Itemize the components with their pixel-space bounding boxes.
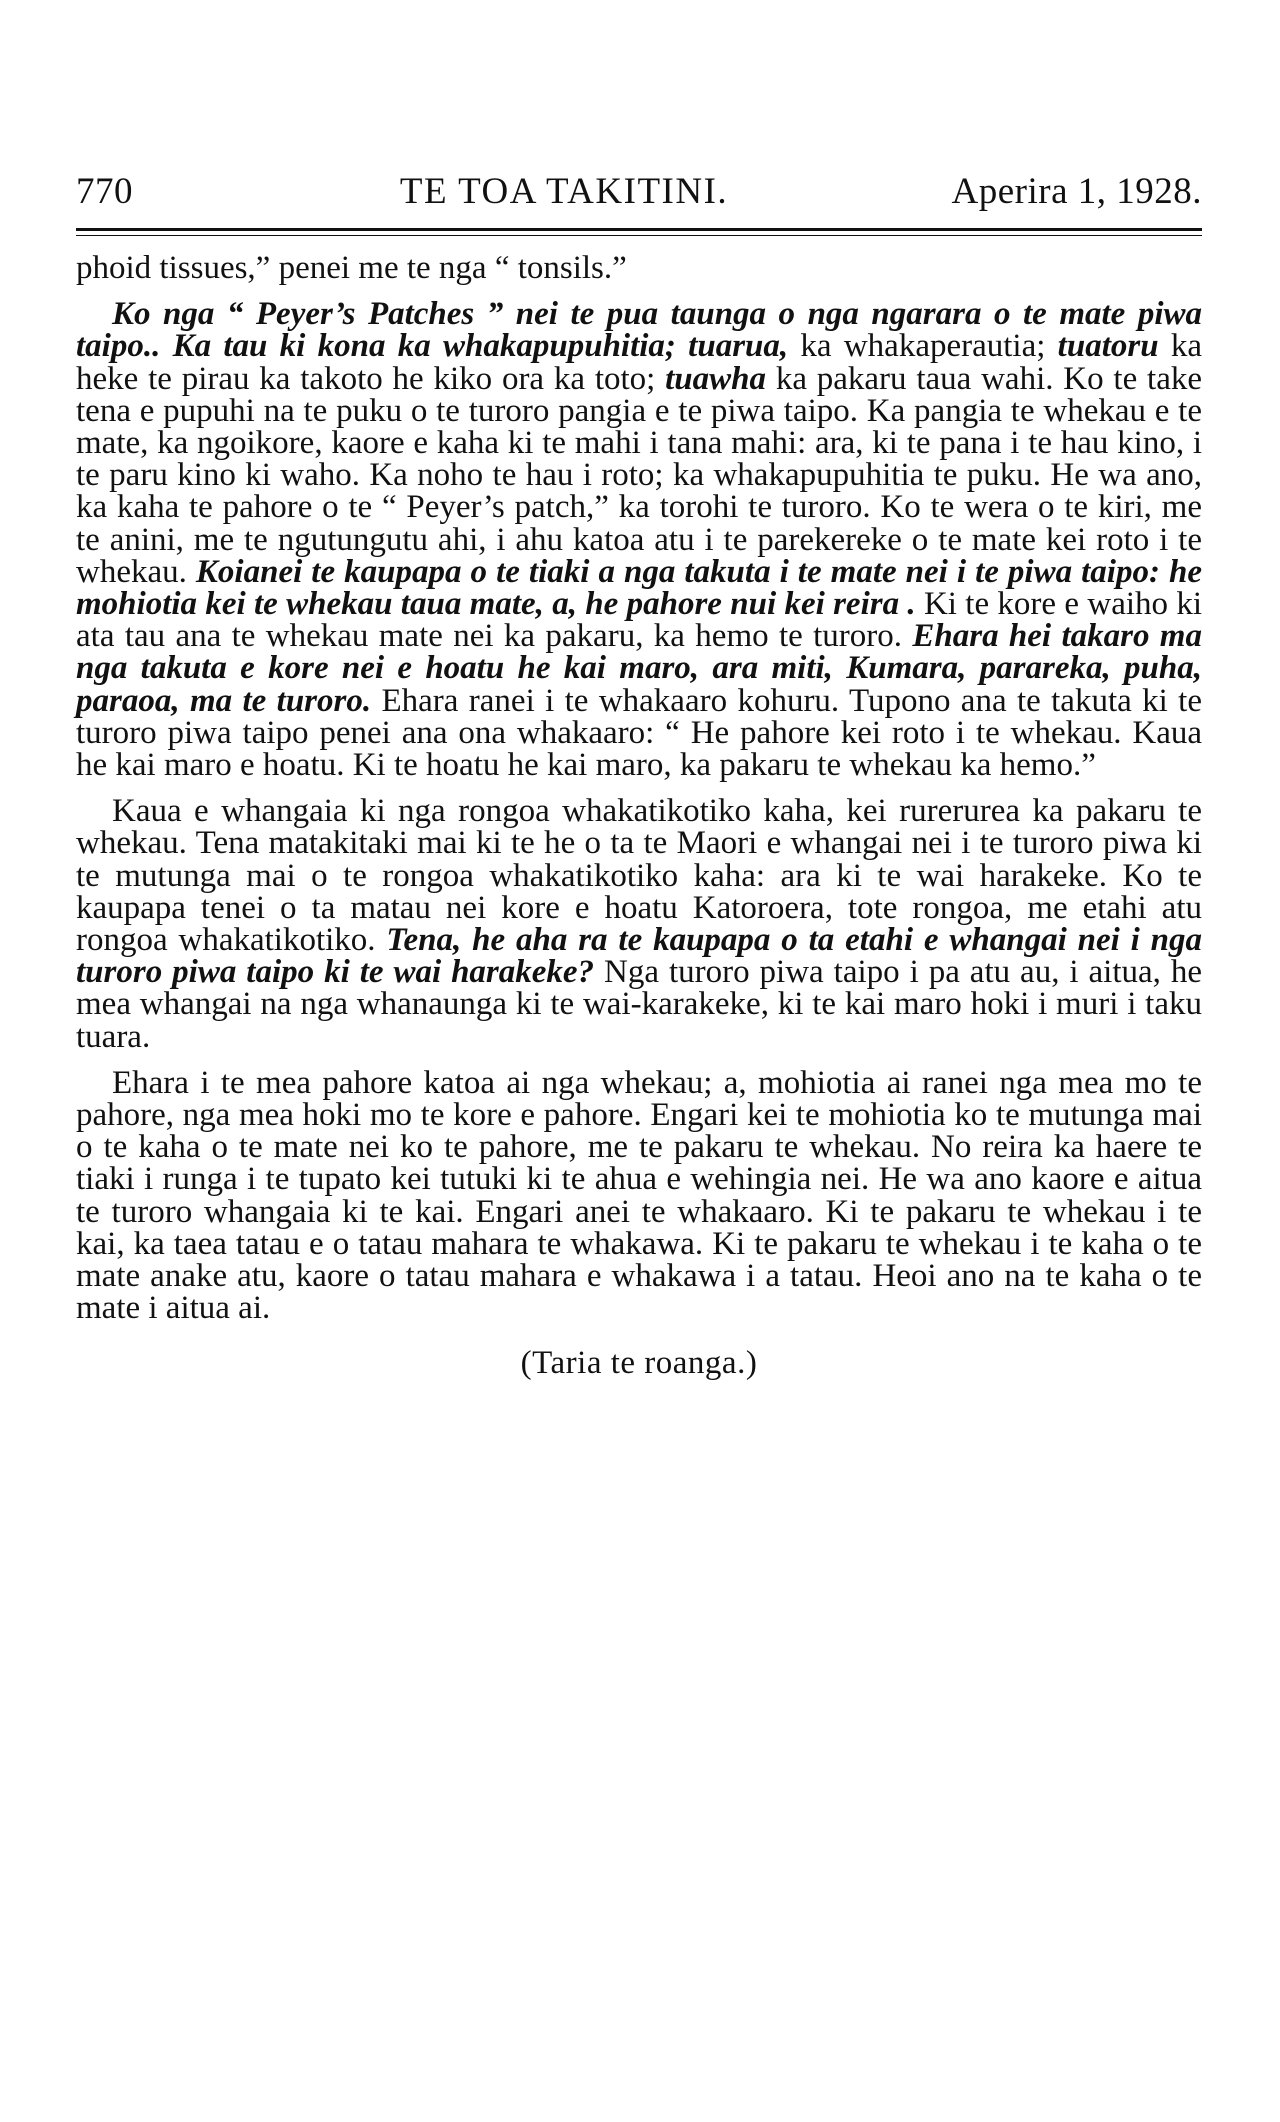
text-run: Ki te kore e waiho ki ata tau ana te whekau mate nei ka pakaru, ka hemo te turoro. bbox=[76, 586, 1202, 655]
issue-date: Aperira 1, 1928. bbox=[951, 171, 1202, 212]
text-run: Ehara ranei i te whakaaro kohuru. Tupono ana te takuta ki te turoro piwa taipo penei ana ona whakaaro: “ He pahore kei roto i te whekau. Kaua he kai maro e hoatu. Ki te hoatu he kai maro, ka pakaru te whekau ka hemo.” bbox=[76, 682, 1202, 784]
italic-text-run: Ko nga “ Peyer’s Patches ” nei te pua taunga o nga ngarara o te mate piwa taipo.. Ka tau ki kona ka whakapupuhitia; tuarua, bbox=[76, 296, 1202, 365]
page-header bbox=[76, 170, 1202, 222]
italic-text-run: tuawha bbox=[665, 360, 767, 397]
paragraph bbox=[76, 252, 1202, 284]
text-run: Nga turoro piwa taipo i pa atu au, i aitua, he mea whangai na nga whanaunga ki te wai-karakeke, ki te kai maro hoki i muri i taku tuara. bbox=[76, 954, 1203, 1055]
document-page bbox=[76, 170, 1202, 1382]
italic-text-run: tuatoru bbox=[1057, 328, 1159, 365]
paragraph bbox=[76, 795, 1202, 1053]
text-run: ka heke te pirau ka takoto he kiko ora ka toto; bbox=[76, 328, 1202, 397]
publication-title: TE TOA TAKITINI. bbox=[399, 171, 729, 212]
header-rule bbox=[76, 228, 1202, 236]
italic-text-run: Koianei te kaupapa o te tiaki a nga takuta i te mate nei i te piwa taipo: he mohiotia kei te whekau taua mate, a, he pahore nui kei reira . bbox=[76, 553, 1202, 623]
text-run: Kaua e whangaia ki nga rongoa whakatikotiko kaha, kei rurerurea ka pakaru te whekau. Tena matakitaki mai ki te he o ta te Maori e whangai nei i te turoro piwa ki te mutunga mai o te rongoa whakatikotiko kaha: ara ki te wai harakeke. Ko te kaupapa tenei o ta matau nei kore e hoatu Katoroera, tote rongoa, me etahi atu rongoa whakatikotiko. bbox=[76, 793, 1202, 959]
text-run: Ehara i te mea pahore katoa ai nga whekau; a, mohiotia ai ranei nga mea mo te pahore, nga mea hoki mo te kore e pahore. Engari kei te mohiotia ko te mutunga mai o te kaha o te mate nei ko te pahore, me te pakaru te whekau. No reira ka haere te tiaki i runga i te tupato kei tutuki ki te ahua e wehingia nei. He wa ano kaore e aitua te turoro whangaia ki te kai. Engari anei te whakaaro. Ki te pakaru te whekau i te kai, ka taea tatau e o tatau mahara te whakawa. Ki te pakaru te whekau i te kaha o te mate anake atu, kaore o tatau mahara e whakawa i a tatau. Heoi ano na te kaha o te mate i aitua ai. bbox=[76, 1064, 1202, 1327]
text-run: ka pakaru taua wahi. Ko te take tena e pupuhi na te puku o te turoro pangia e te piwa taipo. Ka pangia te whekau e te mate, ka ngoikore, kaore e kaha ki te mahi i tana mahi: ara, ki te pana i te hau kino, i te paru kino ki waho. Ka noho te hau i roto; ka whakapupuhitia te puku. He wa ano, ka kaha te pahore o te “ Peyer’s patch,” ka torohi te turoro. Ko te wera o te kiri, me te anini, me te ngutungutu ahi, i ahu katoa atu i te parekereke o te mate kei roto i te whekau. bbox=[76, 360, 1202, 590]
article-body bbox=[76, 252, 1202, 1325]
text-run: phoid tissues,” penei me te nga “ tonsils.” bbox=[76, 250, 627, 286]
page-number: 770 bbox=[76, 171, 133, 212]
text-run: ka whakaperautia; bbox=[788, 328, 1058, 365]
paragraph bbox=[76, 1064, 1202, 1327]
continuation-note: (Taria te roanga.) bbox=[520, 1344, 758, 1381]
paragraph bbox=[76, 296, 1202, 784]
italic-text-run: Ehara hei takaro ma nga takuta e kore nei e hoatu he kai maro, ara miti, Kumara, parareka, puha, paraoa, ma te turoro. bbox=[76, 618, 1202, 719]
italic-text-run: Tena, he aha ra te kaupapa o ta etahi e whangai nei i nga turoro piwa taipo ki te wai harakeke? bbox=[76, 922, 1202, 991]
